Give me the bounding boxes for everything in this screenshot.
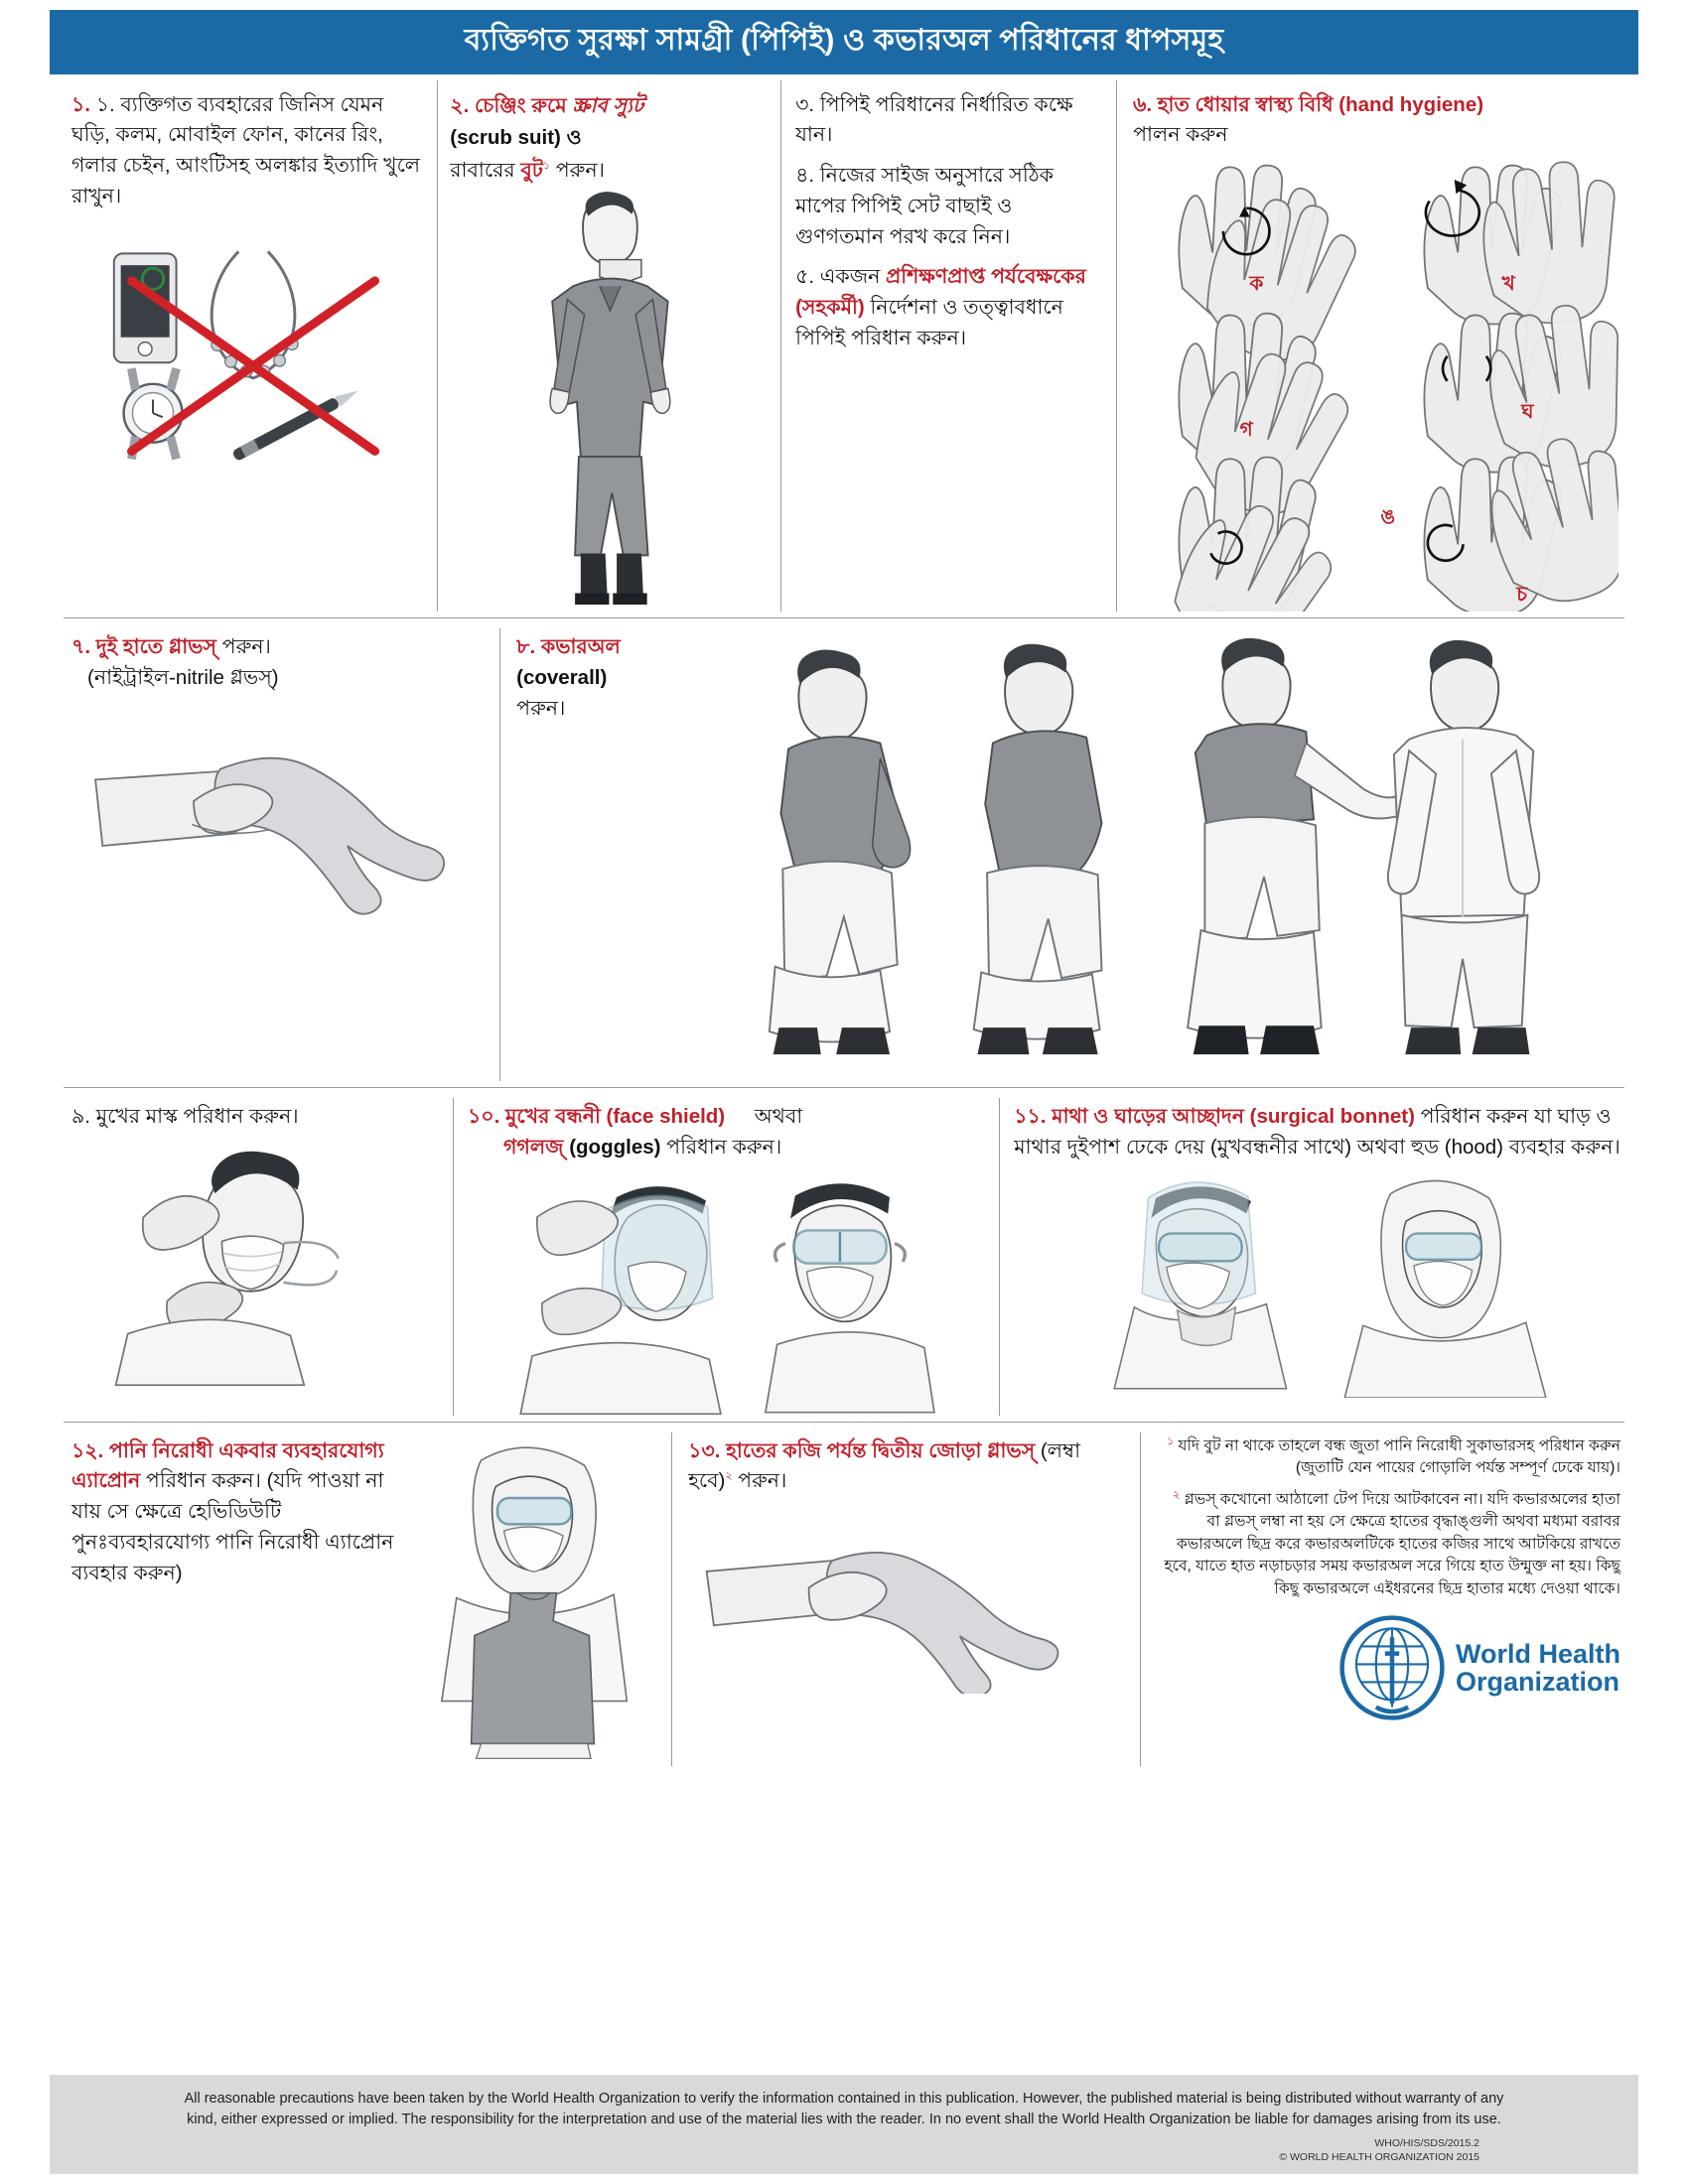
step-2-text: [450, 90, 771, 188]
step-10-e: পরিধান করুন।: [660, 1135, 782, 1159]
who-emblem-icon: [1338, 1614, 1446, 1721]
step-13-footnote-marker: ২: [725, 1470, 733, 1483]
publication-code: WHO/HIS/SDS/2015.2: [1374, 2136, 1479, 2149]
handwash-label-ga: গ: [1239, 419, 1253, 442]
step-2-number: ২. চেঞ্জিং রুমে: [450, 93, 573, 117]
step-13-gloves: গ্লাভস্: [987, 1438, 1036, 1462]
step-3-text: [795, 90, 1102, 152]
step-13-text: [688, 1436, 1128, 1498]
panel-step-7: [64, 628, 500, 1081]
step-10-or: অথবা: [754, 1105, 803, 1128]
step-13-a: ১৩. হাতের কজি পর্যন্ত দ্বিতীয় জোড়া: [688, 1438, 988, 1462]
step-11-text: [1014, 1102, 1620, 1163]
footnote-2-text: গ্লভস্ কখোনো আঠালো টেপ দিয়ে আটকাবেন না। যদি কভারঅলের হাতা বা গ্লভস্ লম্বা না হয় সে ক্ষেত্রে হাতের বৃদ্ধাঙ্গুলী অথবা মধ্যমা বরাবর কভারঅলে ছিদ্র করে কভারঅলটিকে হাতের কজির সাথে আটকিয়ে রাখতে হবে, যাতে হাত নড়াচড়ার সময় কভারঅল সরে গিয়ে হাত উন্মুক্ত না হয়। কিছু কিছু কভারঅলে এইধরনের ছিদ্র হাতার মধ্যে দেওয়া থাকে।: [1164, 1490, 1620, 1597]
bonnet-hood-illustration: [1014, 1167, 1620, 1398]
step-4-text: [795, 161, 1102, 252]
scrub-suit-illustration: [450, 188, 771, 605]
gloves-illustration: [71, 694, 486, 962]
publication-codes: [169, 2136, 1519, 2164]
panel-step-6: [1117, 80, 1624, 613]
step-4-body: ৪. নিজের সাইজ অনুসারে সঠিক মাপের পিপিই সেট বাছাই ও গুণগতমান পরখ করে নিন।: [795, 164, 1055, 248]
step-5-trained-observer: প্রশিক্ষণপ্রাপ্ত পর্যবেক্ষকের (সহকর্মী): [795, 265, 1086, 319]
step-7-text: [71, 632, 486, 694]
step-8-text: [516, 632, 715, 724]
step-10-goggles-en: (goggles): [569, 1135, 661, 1159]
step-1-text: [71, 90, 425, 212]
faceshield-goggles-illustration: [468, 1167, 987, 1416]
hand-hygiene-illustration: [1133, 155, 1618, 612]
step-9-text: [71, 1102, 441, 1133]
step-7-c: পরুন।: [215, 635, 271, 658]
step-11-body: পরিধান করুন যা ঘাড় ও মাথার দুইপাশ ঢেকে দেয় (মুখবন্ধনীর সাথে) অথবা হুড (hood) ব্যবহার করুন।: [1014, 1105, 1620, 1159]
footnote-2-marker: ২: [1173, 1488, 1181, 1501]
step-10-faceshield: ১০. মুখের বন্ধনী (face shield): [468, 1105, 726, 1128]
panel-step-9: [64, 1098, 454, 1416]
page-title: ব্যক্তিগত সুরক্ষা সামগ্রী (পিপিই) ও কভারঅল পরিধানের ধাপসমূহ: [50, 10, 1638, 74]
step-2-scrub-en: (scrub suit) ও: [450, 126, 582, 150]
panel-step-11: [1000, 1098, 1624, 1416]
row-steps-12-13: [64, 1423, 1624, 1766]
disclaimer-text: All reasonable precautions have been taken by the World Health Organization to verify the information contained in this publication. However, the published material is being distributed without warranty of any kind, either expressed or implied. The responsibility for the interpretation and use of the material lies with the reader. In no event shall the World Health Organization be liable for damages arising from its use.: [184, 2090, 1504, 2127]
who-line-2: Organization: [1455, 1667, 1619, 1698]
step-12-text: [71, 1436, 397, 1589]
handwash-label-una: ঙ: [1380, 505, 1396, 528]
step-7-nitrile: (নাইট্রাইল-nitrile গ্লভস্): [87, 665, 279, 689]
step-2-scrub-bn: স্ক্রাব স্যুট: [572, 93, 644, 117]
who-wordmark: [1456, 1640, 1620, 1697]
handwash-label-ka: ক: [1249, 273, 1264, 295]
step-3-body: ৩. পিপিই পরিধানের নির্ধারিত কক্ষে যান।: [795, 92, 1073, 147]
footnote-1: [1157, 1434, 1620, 1480]
panel-step-10: [454, 1098, 1000, 1416]
step-9-body: ৯. মুখের মাস্ক পরিধান করুন।: [71, 1105, 299, 1128]
panel-step-13: [672, 1433, 1141, 1766]
copyright-line: © WORLD HEALTH ORGANIZATION 2015: [1279, 2150, 1479, 2163]
step-1-body: ১. ব্যক্তিগত ব্যবহারের জিনিস যেমন ঘড়ি, কলম, মোবাইল ফোন, কানের রিং, গলার চেইন, আংটিসহ অলঙ্কার ইত্যাদি খুলে রাখুন।: [71, 92, 421, 207]
poster-sheet: [50, 10, 1638, 2174]
panel-step-8: [500, 628, 1624, 1081]
step-5-text: [795, 262, 1102, 353]
step-10-text: [468, 1102, 987, 1163]
step-13-d: পরুন।: [732, 1469, 787, 1493]
step-8-b: (coverall): [516, 665, 608, 689]
second-gloves-illustration: [688, 1505, 1128, 1694]
step-12-a: ১২. পানি নিরোধী একবার ব্যবহারযোগ্য: [71, 1438, 384, 1462]
step-2-footnote-marker: ১: [542, 160, 551, 173]
row-steps-1-6: [64, 80, 1624, 619]
footnote-1-text: যদি বুট না থাকে তাহলে বন্ধ জুতা পানি নিরোধী সুকাভারসহ পরিধান করুন (জুতাটি যেন পায়ের গোড়ালি পর্যন্ত সম্পূর্ণ ঢেকে যায়)।: [1178, 1436, 1620, 1477]
panel-step-2: [438, 80, 781, 613]
footnote-1-marker: ১: [1167, 1434, 1175, 1447]
step-6-sub: পালন করুন: [1133, 123, 1228, 147]
step-2-wear: পরুন।: [550, 159, 605, 183]
poster-body: [50, 74, 1638, 1766]
coverall-donning-illustration: [715, 632, 1618, 1081]
panel-apron-illustration: [407, 1433, 672, 1766]
apron-illustration: [407, 1433, 661, 1760]
footnote-2: [1157, 1488, 1620, 1601]
step-2-boot: বুট: [520, 159, 543, 183]
step-5-c: নির্দেশনা ও তত্ত্বাবধানে পিপিই পরিধান করুন।: [795, 296, 1063, 349]
step-6-title: ৬. হাত ধোয়ার স্বাস্থ্য বিধি (hand hygiene): [1133, 92, 1484, 116]
step-7-gloves: গ্লাভস্: [168, 635, 216, 658]
step-2-rubber: রাবারের: [450, 159, 521, 183]
who-line-1: World Health: [1455, 1638, 1620, 1669]
handwash-label-gha: ঘ: [1521, 400, 1534, 423]
who-logo: [1157, 1614, 1620, 1721]
handwash-label-cha: চ: [1516, 583, 1528, 606]
step-8-a: ৮. কভারঅল: [516, 635, 621, 658]
handwash-label-kha: খ: [1501, 273, 1515, 295]
step-5-a: ৫. একজন: [795, 265, 886, 289]
row-steps-9-11: [64, 1088, 1624, 1423]
step-12-apron: এ্যাপ্রোন: [71, 1469, 141, 1493]
step-7-a: ৭. দুই হাতে: [71, 635, 169, 658]
personal-items-illustration: [71, 222, 425, 476]
step-6-text: [1133, 90, 1618, 152]
step-10-goggles-bn: গগলজ্: [503, 1135, 564, 1159]
step-1-number: ১.: [71, 92, 90, 116]
step-8-c: পরুন।: [516, 696, 566, 720]
step-11-title: ১১. মাথা ও ঘাড়ের আচ্ছাদন (surgical bonnet): [1014, 1105, 1415, 1128]
panel-footnotes: [1141, 1433, 1624, 1766]
row-steps-7-8: [64, 618, 1624, 1088]
mask-donning-illustration: [71, 1139, 441, 1387]
step-12-c: পরিধান করুন। (যদি পাওয়া না যায় সে ক্ষেত্রে হেভিডিউটি পুনঃব্যবহারযোগ্য পানি নিরোধী এ্যাপ্রোন ব্যবহার করুন): [71, 1469, 394, 1584]
disclaimer-bar: [50, 2075, 1638, 2174]
panel-steps-3-5: [781, 80, 1117, 613]
panel-step-12: [64, 1433, 407, 1766]
step-13-c: (লম্বা হবে): [688, 1438, 1081, 1493]
panel-step-1: [64, 80, 438, 613]
